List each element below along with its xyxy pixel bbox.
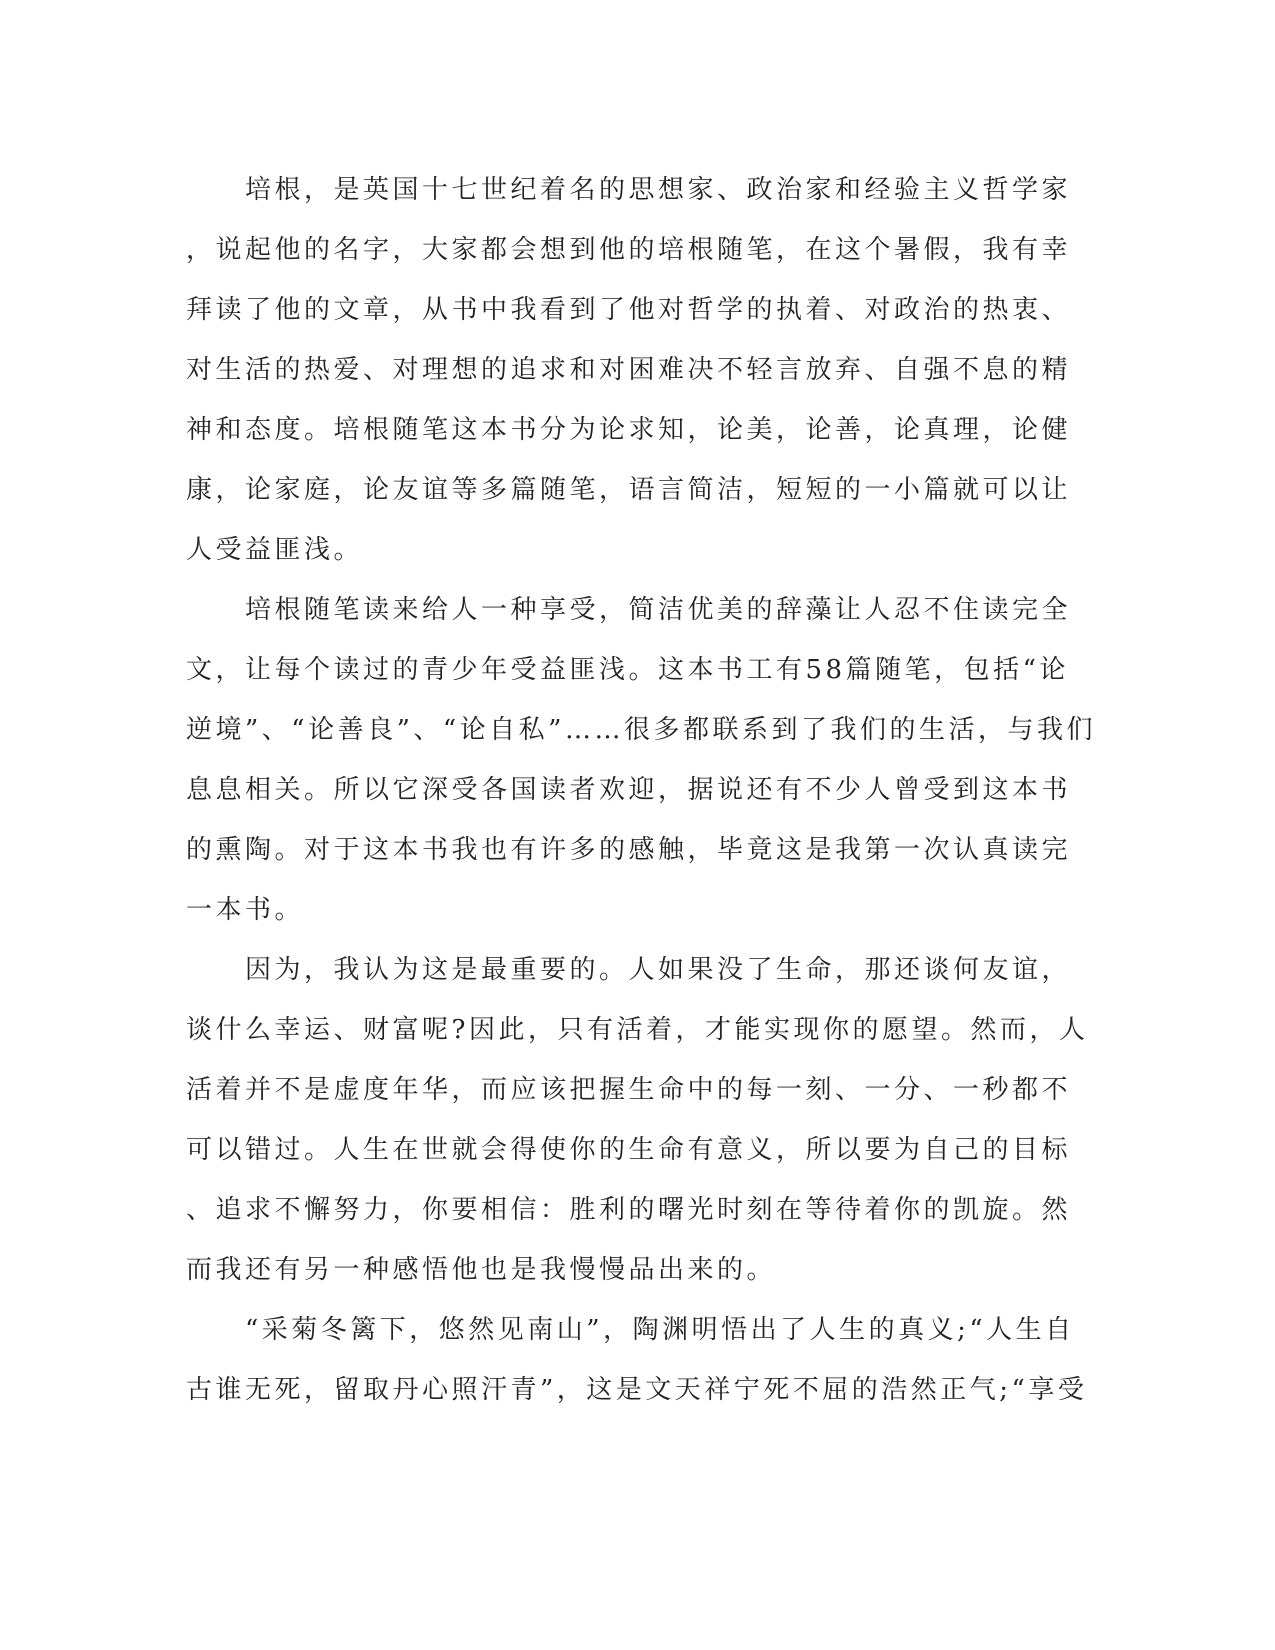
text-line: 文，让每个读过的青少年受益匪浅。这本书工有58篇随笔，包括“论 bbox=[186, 655, 1069, 685]
text-line: 的熏陶。对于这本书我也有许多的感触，毕竟这是我第一次认真读完 bbox=[186, 835, 1072, 865]
paragraph-2 bbox=[186, 580, 1096, 940]
text-line: ，说起他的名字，大家都会想到他的培根随笔，在这个暑假，我有幸 bbox=[186, 235, 1072, 265]
text-line: 谈什么幸运、财富呢?因此，只有活着，才能实现你的愿望。然而，人 bbox=[186, 1015, 1089, 1045]
text-line: 康，论家庭，论友谊等多篇随笔，语言简洁，短短的一小篇就可以让 bbox=[186, 475, 1072, 505]
text-line: “采菊冬篱下，悠然见南山”，陶渊明悟出了人生的真义;“人生自 bbox=[186, 1315, 1075, 1345]
text-line: 、追求不懈努力，你要相信：胜利的曙光时刻在等待着你的凯旋。然 bbox=[186, 1195, 1072, 1225]
text-line: 活着并不是虚度年华，而应该把握生命中的每一刻、一分、一秒都不 bbox=[186, 1075, 1072, 1105]
paragraph-4 bbox=[186, 1300, 1088, 1420]
text-line: 而我还有另一种感悟他也是我慢慢品出来的。 bbox=[186, 1255, 777, 1285]
text-line: 人受益匪浅。 bbox=[186, 535, 364, 565]
text-line: 古谁无死，留取丹心照汗青”，这是文天祥宁死不屈的浩然正气;“享受 bbox=[186, 1375, 1088, 1405]
paragraph-1 bbox=[186, 160, 1072, 580]
text-line: 可以错过。人生在世就会得使你的生命有意义，所以要为自己的目标 bbox=[186, 1135, 1072, 1165]
text-line: 培根随笔读来给人一种享受，简洁优美的辞藻让人忍不住读完全 bbox=[186, 595, 1072, 625]
text-line: 因为，我认为这是最重要的。人如果没了生命，那还谈何友谊， bbox=[186, 955, 1072, 985]
text-line: 神和态度。培根随笔这本书分为论求知，论美，论善，论真理，论健 bbox=[186, 415, 1072, 445]
text-line: 培根，是英国十七世纪着名的思想家、政治家和经验主义哲学家 bbox=[186, 175, 1072, 205]
text-line: 息息相关。所以它深受各国读者欢迎，据说还有不少人曾受到这本书 bbox=[186, 775, 1072, 805]
text-line: 拜读了他的文章，从书中我看到了他对哲学的执着、对政治的热衷、 bbox=[186, 295, 1072, 325]
text-line: 对生活的热爱、对理想的追求和对困难决不轻言放弃、自强不息的精 bbox=[186, 355, 1072, 385]
body-text bbox=[186, 160, 1096, 1420]
text-line: 逆境”、“论善良”、“论自私”……很多都联系到了我们的生活，与我们 bbox=[186, 715, 1096, 745]
paragraph-3 bbox=[186, 940, 1089, 1300]
text-line: 一本书。 bbox=[186, 895, 305, 925]
